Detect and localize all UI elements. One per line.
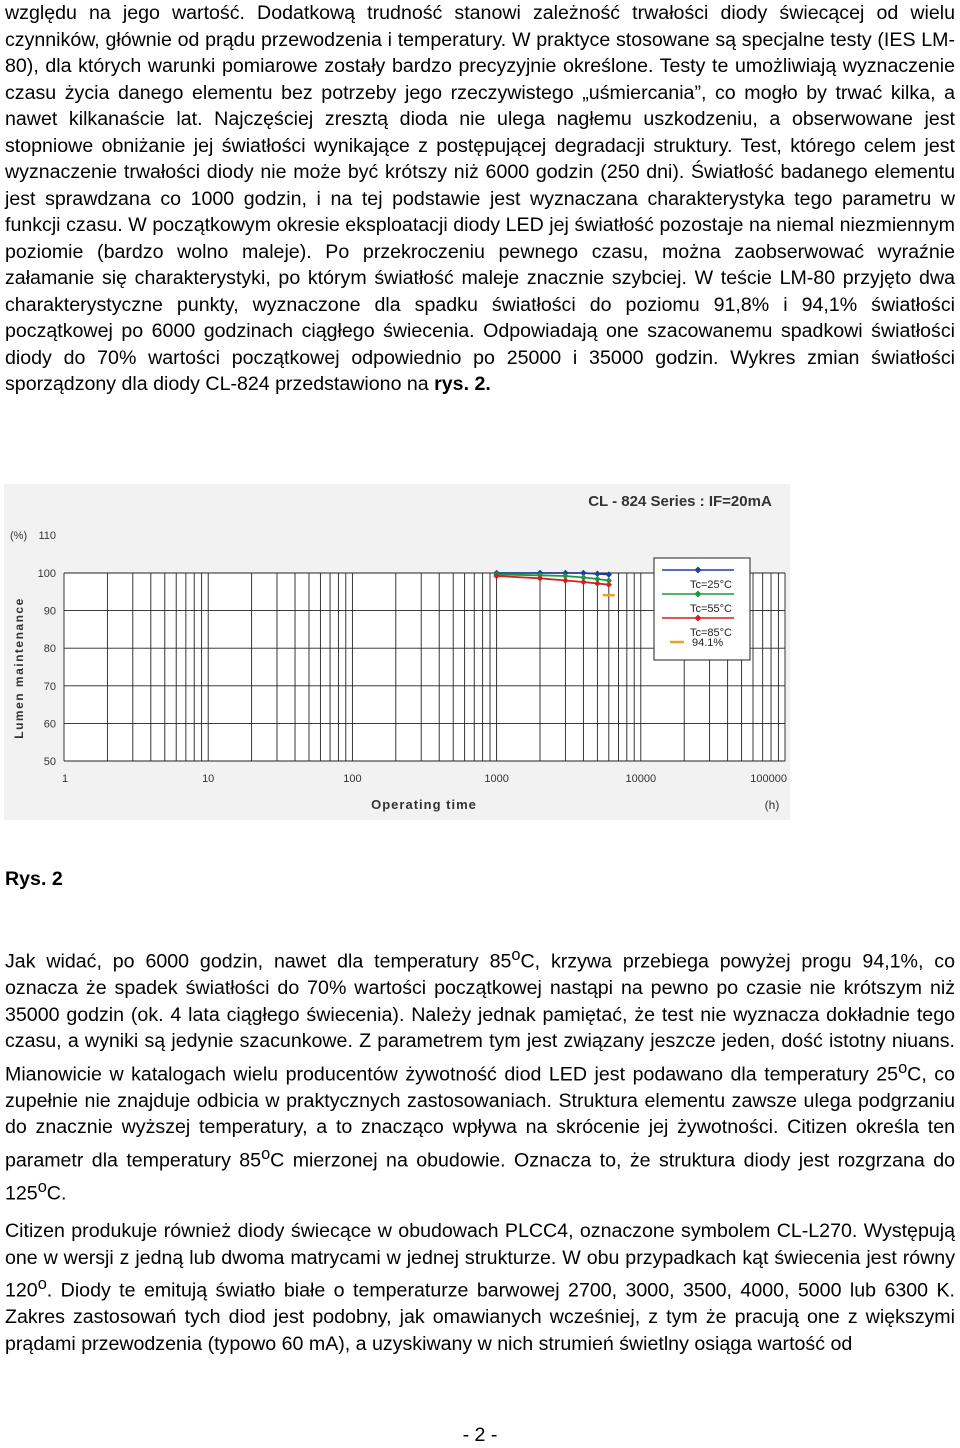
- degree-sup: o: [261, 1144, 271, 1163]
- figure-reference: rys. 2.: [434, 373, 491, 395]
- y-tick-label: 80: [43, 643, 56, 656]
- chart-svg: [4, 484, 790, 820]
- legend-label: 94.1%: [692, 637, 724, 649]
- page-number: - 2 -: [462, 1424, 498, 1446]
- figure-caption: [5, 868, 63, 891]
- figure-caption-text: Rys. 2: [5, 868, 63, 890]
- x-tick-label: 1: [62, 773, 69, 785]
- legend-label: Tc=85°C: [690, 627, 733, 639]
- y-tick-label: 60: [43, 718, 56, 731]
- degree-sup: o: [898, 1058, 908, 1077]
- paragraph-3-text-b: . Diody te emitują światło białe o temperaturze barwowej 2700, 3000, 3500, 4000, 5000 lub 6300 K. Zakres zastosowań tych diod jest podobny, jak omawianych wcześniej, z tym że pracują one z większymi prądami przewodzenia (typowo 60 mA), a uzyskiwany w nich strumień świetlny osiąga wartość od: [5, 1279, 955, 1355]
- degree-sup: o: [37, 1177, 47, 1196]
- x-tick-label: 100: [343, 773, 362, 785]
- paragraph-3: [5, 1218, 955, 1357]
- y-axis-label: Lumen maintenance: [12, 597, 26, 739]
- degree-sup: o: [511, 946, 521, 964]
- paragraph-2: [5, 942, 955, 1207]
- y-tick-label: 110: [38, 530, 56, 542]
- legend-label: Tc=55°C: [690, 603, 733, 615]
- paragraph-2-text-a: Jak widać, po 6000 godzin, nawet dla temperatury 85: [5, 950, 512, 973]
- paragraph-1-text: względu na jego wartość. Dodatkową trudność stanowi zależność trwałości diody świecącej od wielu czynników, głównie od prądu przewodzenia i temperatury. W praktyce stosowane są specjalne testy (IES LM-80), dla których warunki pomiarowe zostały bardzo precyzyjnie określone. Testy te umożliwiają wyznaczenie czasu życia danego elementu bez potrzeby jego rzeczywistego „uśmiercania”, co mogło by trwać kilka, a nawet kilkanaście lat. Najczęściej zresztą dioda nie ulega nagłemu uszkodzeniu, a obserwowane jest stopniowe obniżanie jej światłości wynikające z postępującej degradacji struktury. Test, którego celem jest wyznaczenie trwałości diody nie może być krótszy niż 6000 godzin (250 dni). Światłość badanego elementu jest sprawdzana co 1000 godzin, i na tej podstawie jest wyznaczana charakterystyka tego parametru w funkcji czasu. W początkowym okresie eksploatacji diody LED jej światłość pozostaje na niemal niezmiennym poziomie (bardzo wolno maleje). Po przekroczeniu pewnego czasu, można zaobserwować wyraźnie załamanie się charakterystyki, po którym światłość maleje znacznie szybciej. W teście LM-80 przyjęto dwa charakterystyczne punkty, wyznaczone dla spadku światłości do poziomu 91,8% i 94,1% światłości początkowej po 6000 godzinach ciągłego świecenia. Odpowiadają one szacowanemu spadkowi światłości diody do 70% wartości początkowej odpowiednio po 25000 i 35000 godzin. Wykres zmian światłości sporządzony dla diody CL-824 przedstawiono na: [5, 2, 955, 395]
- y-axis-unit: (%): [10, 530, 28, 542]
- y-tick-label: 70: [43, 680, 56, 693]
- x-tick-label: 10: [202, 773, 215, 785]
- y-tick-label: 90: [43, 605, 56, 618]
- paragraph-2-text-b: C, krzywa przebiega powyżej progu 94,1%, co oznacza że spadek światłości do 70% wartości początkowej nastąpi na pewno po czasie nie krótszym niż 35000 godzin (ok. 4 lata ciągłego świecenia). Należy jednak pamiętać, że test nie wyznacza dokładnie tego czasu, a wyniki są jedynie szacunkowe. Z parametrem tym jest związany jeszcze jeden, dość istotny niuans. Mianowicie w katalogach wielu producentów żywotność diod LED jest podawano dla temperatury 25: [5, 950, 955, 1086]
- x-axis-label: Operating time: [371, 797, 477, 812]
- lumen-maintenance-chart: [4, 484, 790, 820]
- paragraph-3-text-a: Citizen produkuje również diody świecące w obudowach PLCC4, oznaczone symbolem CL-L270. Występują one w wersji z jedną lub dwoma matrycami w jednej strukturze. W obu przypadkach kąt świecenia jest równy 120: [5, 1220, 955, 1302]
- x-axis-unit: (h): [764, 798, 780, 812]
- legend-label: Tc=25°C: [690, 579, 733, 591]
- paragraph-2-text-e: C.: [46, 1182, 67, 1205]
- paragraph-2-text-c: C, co zupełnie nie znajduje odbicia w praktycznych zastosowaniach. Struktura elementu zawsze ulega podgrzaniu do znacznie wyższej temperatury, a to znacząco wpływa na skrócenie jej żywotności. Citizen określa ten parametr dla temperatury 85: [5, 1063, 955, 1172]
- x-tick-label: 100000: [750, 773, 787, 785]
- x-tick-label: 1000: [484, 773, 509, 785]
- degree-sup: o: [37, 1275, 47, 1293]
- y-tick-label: 50: [43, 756, 56, 768]
- chart-title: CL - 824 Series : IF=20mA: [588, 493, 772, 510]
- paragraph-2-text-d: C mierzonej na obudowie. Oznacza to, że struktura diody jest rozgrzana do 125: [5, 1149, 956, 1205]
- paragraph-1: [5, 0, 955, 398]
- x-tick-label: 10000: [625, 773, 657, 785]
- y-tick-label: 100: [37, 568, 56, 580]
